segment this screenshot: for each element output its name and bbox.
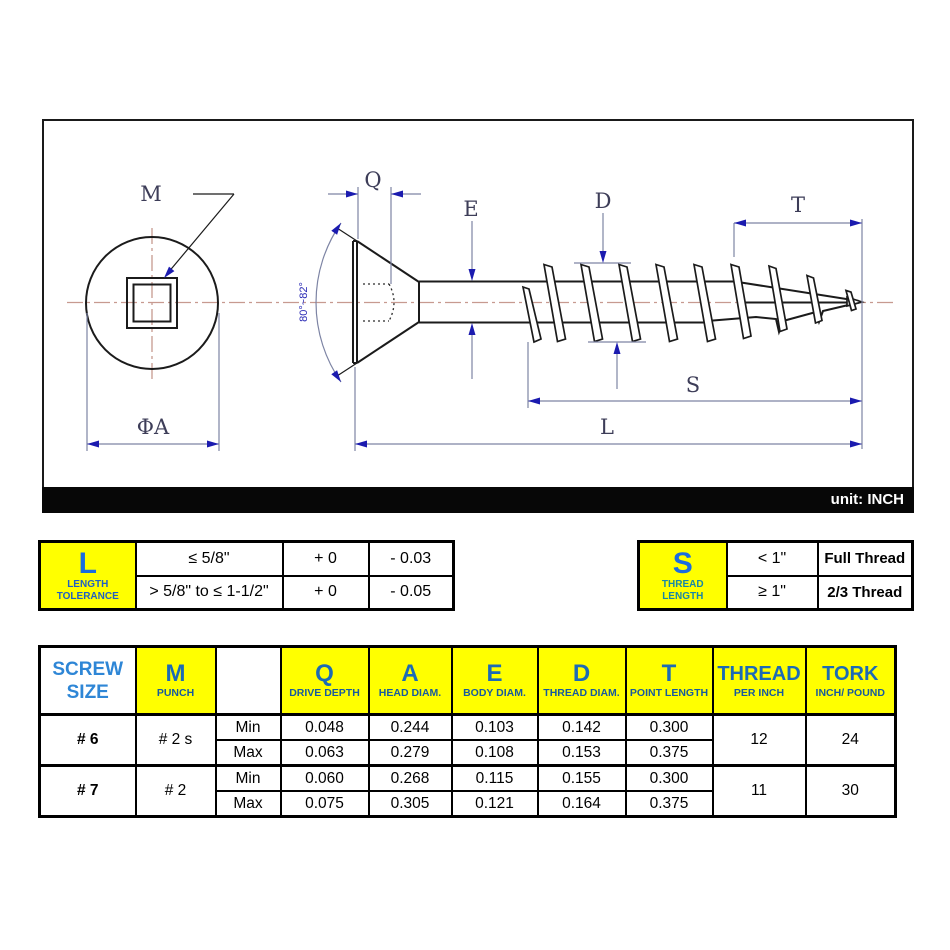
caption-length: LENGTH (662, 590, 704, 602)
value-a: 0.268 (369, 766, 452, 792)
label-E: E (463, 197, 479, 221)
value-q: 0.063 (281, 740, 369, 766)
thread-value: 2/3 Thread (818, 576, 913, 610)
min-label: Min (216, 715, 281, 741)
value-t: 0.375 (626, 791, 713, 817)
min-label: Min (216, 766, 281, 792)
label-T: T (790, 193, 806, 217)
punch-7: # 2 (136, 766, 216, 817)
label-Q: Q (364, 168, 382, 192)
value-t: 0.300 (626, 766, 713, 792)
header-q-drive-depth: Q DRIVE DEPTH (281, 647, 369, 715)
dim-drive-depth (328, 168, 421, 284)
length-tolerance-table (38, 540, 455, 611)
header-minmax-blank (216, 647, 281, 715)
thread-value: Full Thread (818, 542, 913, 576)
thread-length-header (639, 542, 727, 610)
label-M: M (140, 182, 162, 206)
dim-body-diameter (463, 197, 478, 379)
caption-thread: THREAD (661, 578, 704, 590)
value-e: 0.103 (452, 715, 538, 741)
unit-bar (42, 487, 914, 513)
thread-per-inch-6: 12 (713, 715, 806, 766)
header-d-thread-diam: D THREAD DIAM. (538, 647, 626, 715)
value-t: 0.300 (626, 715, 713, 741)
max-label: Max (216, 740, 281, 766)
header-tork: TORK INCH/ POUND (806, 647, 896, 715)
value-d: 0.153 (538, 740, 626, 766)
screw-spec-table (38, 645, 897, 818)
header-m-punch: M PUNCH (136, 647, 216, 715)
unit-label: unit: INCH (830, 491, 904, 508)
tolerance-range: > 5/8" to ≤ 1-1/2" (136, 576, 283, 610)
dim-point-length (734, 193, 862, 449)
tork-6: 24 (806, 715, 896, 766)
screw-technical-drawing (44, 121, 912, 487)
header-a-head-diam: A HEAD DIAM. (369, 647, 452, 715)
punch-6: # 2 s (136, 715, 216, 766)
dim-thread-length (528, 342, 862, 408)
label-L: L (600, 415, 614, 439)
tork-7: 30 (806, 766, 896, 817)
label-phi-A: ΦA (136, 415, 170, 439)
symbol-L: L (78, 546, 97, 580)
caption-tolerance: TOLERANCE (56, 590, 119, 602)
value-d: 0.142 (538, 715, 626, 741)
header-e-body-diam: E BODY DIAM. (452, 647, 538, 715)
label-S: S (685, 373, 701, 397)
header-t-point-length: T POINT LENGTH (626, 647, 713, 715)
symbol-S: S (672, 546, 693, 580)
thread-range: ≥ 1" (727, 576, 818, 610)
technical-drawing-panel (42, 119, 914, 489)
value-e: 0.121 (452, 791, 538, 817)
tolerance-range: ≤ 5/8" (136, 542, 283, 576)
thread-range: < 1" (727, 542, 818, 576)
tolerance-plus: + 0 (283, 542, 369, 576)
value-q: 0.048 (281, 715, 369, 741)
value-a: 0.305 (369, 791, 452, 817)
value-q: 0.060 (281, 766, 369, 792)
dim-head-diameter (87, 313, 219, 451)
value-t: 0.375 (626, 740, 713, 766)
dim-total-length (355, 367, 862, 451)
dim-M-punch (140, 182, 234, 278)
value-a: 0.244 (369, 715, 452, 741)
screw-size-6: # 6 (40, 715, 136, 766)
label-D: D (594, 189, 612, 213)
label-head-angle: 80°~82° (298, 282, 310, 322)
tolerance-minus: - 0.05 (369, 576, 454, 610)
thread-per-inch-7: 11 (713, 766, 806, 817)
max-label: Max (216, 791, 281, 817)
screw-size-7: # 7 (40, 766, 136, 817)
tolerance-minus: - 0.03 (369, 542, 454, 576)
header-screw-size: SCREW SIZE (40, 647, 136, 715)
length-tolerance-header (40, 542, 136, 610)
header-thread-per-inch: THREAD PER INCH (713, 647, 806, 715)
value-d: 0.155 (538, 766, 626, 792)
value-e: 0.108 (452, 740, 538, 766)
value-e: 0.115 (452, 766, 538, 792)
value-d: 0.164 (538, 791, 626, 817)
tolerance-plus: + 0 (283, 576, 369, 610)
caption-length: LENGTH (67, 578, 109, 590)
value-q: 0.075 (281, 791, 369, 817)
thread-length-table (637, 540, 914, 611)
value-a: 0.279 (369, 740, 452, 766)
